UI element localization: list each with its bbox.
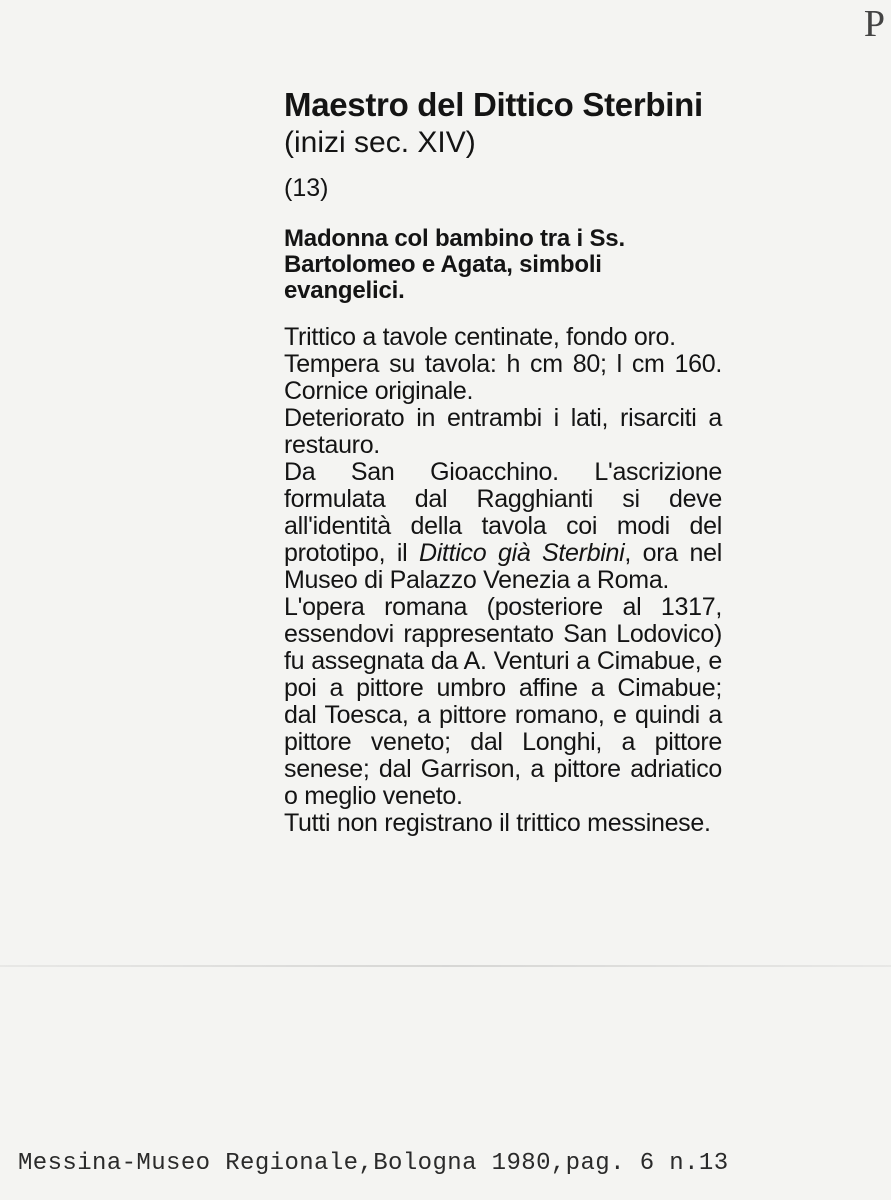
period-subtitle: (inizi sec. XIV) xyxy=(284,126,476,159)
provenance-text-end: , ora nel Museo di Palazzo Venezia a Roma. xyxy=(284,539,722,594)
paragraph-technique: Tempera su tavola: h cm 80; l cm 160. Cornice originale. xyxy=(284,350,722,405)
paragraph-note: Tutti non registrano il trittico messinese. xyxy=(284,809,711,837)
work-title: Madonna col bambino tra i Ss. Bartolomeo e Agata, simboli evangelici. xyxy=(284,225,625,304)
catalog-number: (13) xyxy=(284,174,329,202)
page-mark: P xyxy=(863,3,885,45)
paper-fold-line xyxy=(0,965,891,967)
paragraph-attribution-history: L'opera romana (posteriore al 1317, essendovi rappresentato San Lodovico) fu assegnata da A. Venturi a Cimabue, e poi a pittore umbro affine a Cimabue; dal Toesca, a pittore romano, e quindi a pittore veneto; dal Longhi, a pittore senese; dal Garrison, a pittore adriatico o meglio veneto. xyxy=(284,593,722,810)
author-heading: Maestro del Dittico Sterbini xyxy=(284,86,703,123)
description-body xyxy=(284,324,722,837)
prototype-title: Dittico già Sterbini xyxy=(418,539,625,567)
paragraph-condition: Deteriorato in entrambi i lati, risarciti a restauro. xyxy=(284,404,722,459)
paragraph-support: Trittico a tavole centinate, fondo oro. xyxy=(284,323,676,351)
provenance-text-start: Da San Gioacchino. L'ascrizione formulata dal Ragghianti si deve all'identità della tavola coi modi del prototipo, il xyxy=(284,458,722,567)
paragraph-provenance xyxy=(284,459,722,594)
catalog-entry xyxy=(284,86,722,837)
source-caption: Messina-Museo Regionale,Bologna 1980,pag. 6 n.13 xyxy=(18,1150,729,1177)
